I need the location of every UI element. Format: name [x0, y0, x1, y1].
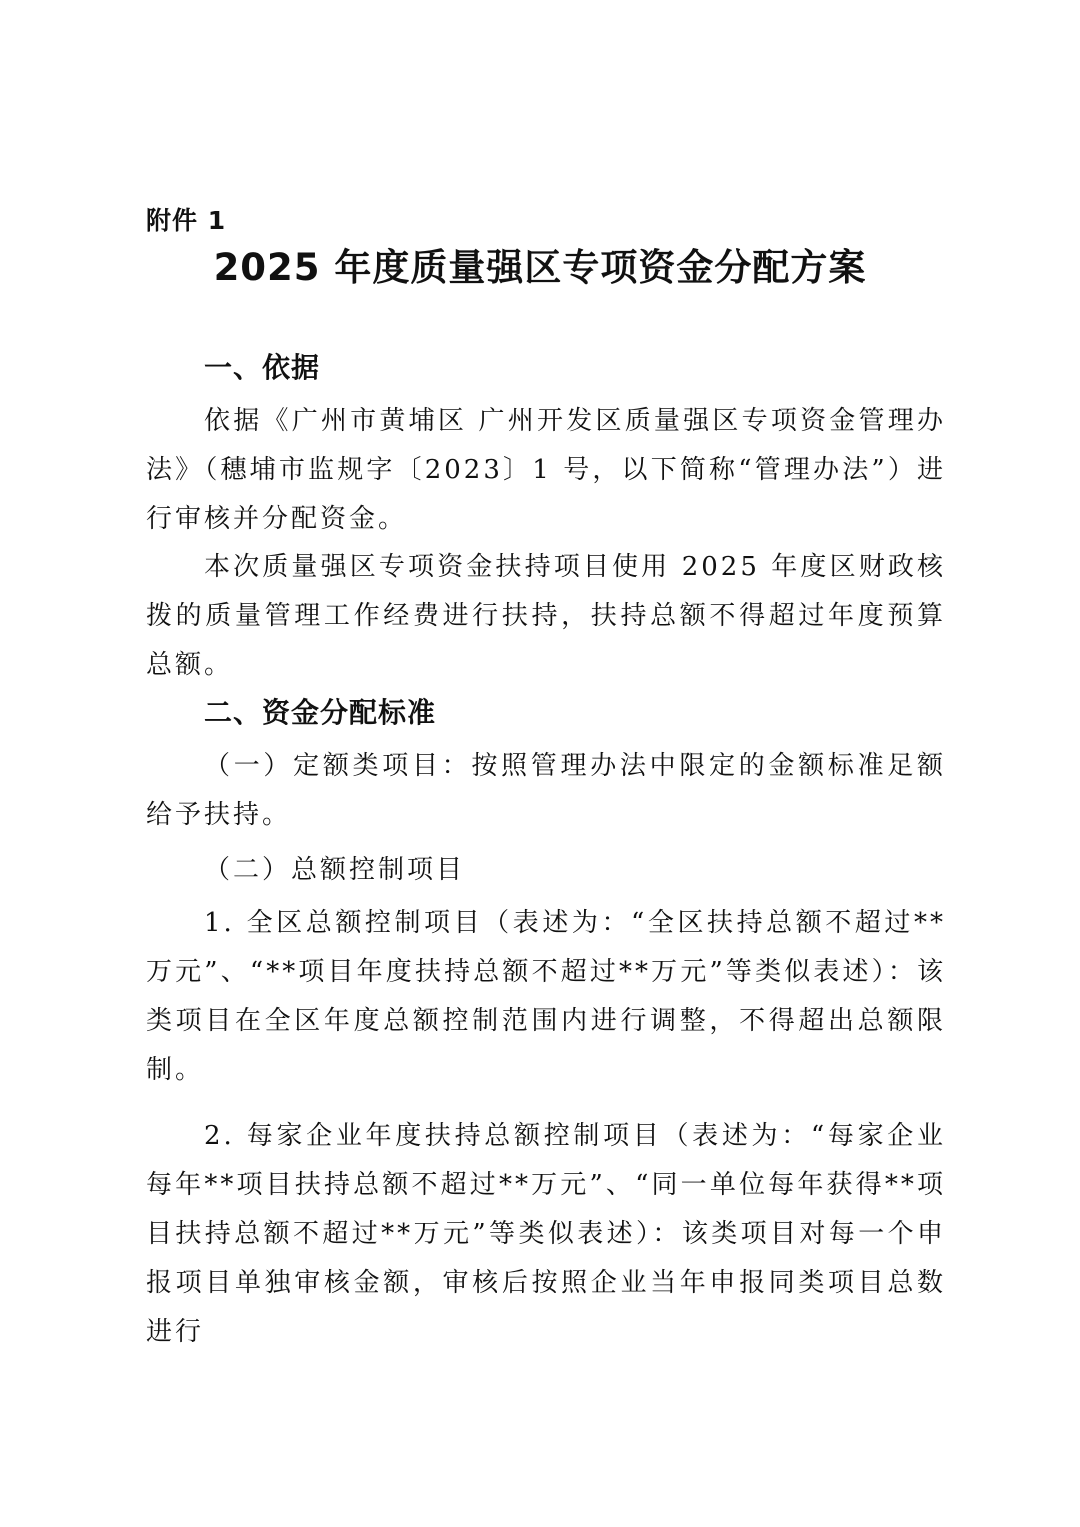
paragraph-basis-2: 本次质量强区专项资金扶持项目使用 2025 年度区财政核拨的质量管理工作经费进行扶持，扶持总额不得超过年度预算总额。: [146, 552, 946, 680]
paragraph-enterprise-total: 2. 每家企业年度扶持总额控制项目（表述为：“每家企业每年**项目扶持总额不超过**万元”、“同一单位每年获得**项目扶持总额不超过**万元”等类似表述）：该类项目对每一个申报项目单独审核金额，审核后按照企业当年申报同类项目总数进行: [146, 1121, 946, 1347]
paragraph-fixed-amount: （一）定额类项目：按照管理办法中限定的金额标准足额给予扶持。: [146, 751, 946, 830]
section-heading-allocation: 二、资金分配标准: [204, 696, 437, 729]
section-heading-basis: 一、依据: [204, 351, 321, 384]
attachment-label: 附件 1: [146, 206, 227, 235]
paragraph-basis-1: 依据《广州市黄埔区 广州开发区质量强区专项资金管理办法》（穗埔市监规字〔2023〕1 号，以下简称“管理办法”）进行审核并分配资金。: [146, 406, 946, 534]
paragraph-total-control: （二）总额控制项目: [204, 855, 466, 885]
paragraph-district-total: 1. 全区总额控制项目（表述为：“全区扶持总额不超过**万元”、“**项目年度扶持总额不超过**万元”等类似表述）：该类项目在全区年度总额控制范围内进行调整，不得超出总额限制。: [146, 908, 946, 1085]
document-title: 2025 年度质量强区专项资金分配方案: [213, 246, 867, 289]
